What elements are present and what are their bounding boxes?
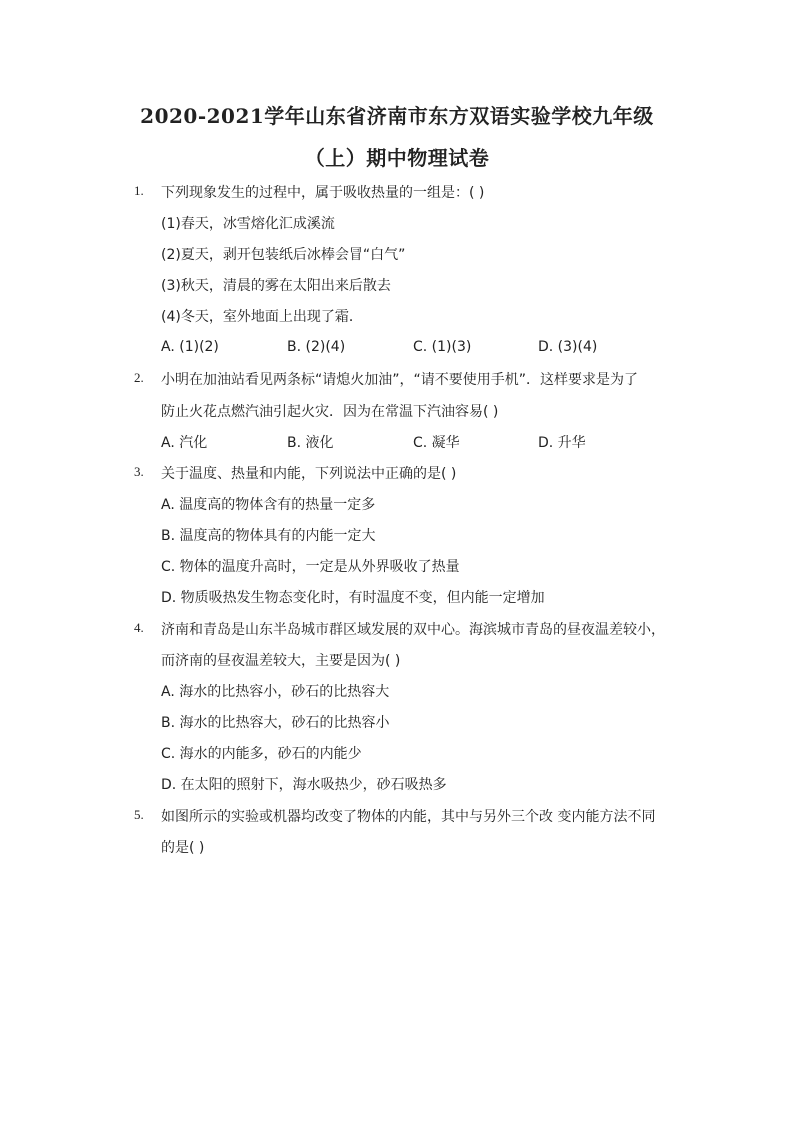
question-item: (1)春天，冰雪熔化汇成溪流 — [161, 216, 335, 232]
question-text: 下列现象发生的过程中，属于吸收热量的一组是：( ) — [161, 185, 485, 201]
option-c: C. 物体的温度升高时，一定是从外界吸收了热量 — [161, 559, 460, 575]
question-number: 1. — [134, 183, 144, 198]
question-text: 防止火花点燃汽油引起火灾．因为在常温下汽油容易( ) — [161, 404, 499, 420]
option-a: A. 海水的比热容小，砂石的比热容大 — [161, 684, 390, 700]
exam-title-line2: （上）期中物理试卷 — [304, 146, 490, 170]
question-number: 2. — [134, 370, 144, 385]
option-c: C. (1)(3) — [413, 339, 472, 355]
question-text: 小明在加油站看见两条标“请熄火加油”，“请不要使用手机”．这样要求是为了 — [161, 372, 639, 388]
question-text: 的是( ) — [161, 840, 205, 856]
option-d: D. 升华 — [538, 435, 586, 451]
question-text: 济南和青岛是山东半岛城市群区域发展的双中心。海滨城市青岛的昼夜温差较小， — [161, 622, 665, 638]
question-text: 如图所示的实验或机器均改变了物体的内能，其中与另外三个改 变内能方法不同 — [161, 809, 656, 825]
question-number: 5. — [134, 807, 144, 822]
option-c: C. 海水的内能多，砂石的内能少 — [161, 746, 362, 762]
question-item: (4)冬天，室外地面上出现了霜． — [161, 309, 363, 325]
question-item: (3)秋天，清晨的雾在太阳出来后散去 — [161, 278, 391, 294]
question-item: (2)夏天，剥开包装纸后冰棒会冒“白气” — [161, 247, 406, 263]
question-text: 关于温度、热量和内能，下列说法中正确的是( ) — [161, 466, 457, 482]
exam-title-line1: 2020-2021学年山东省济南市东方双语实验学校九年级 — [140, 104, 654, 128]
question-text: 而济南的昼夜温差较大，主要是因为( ) — [161, 653, 401, 669]
option-c: C. 凝华 — [413, 435, 460, 451]
option-b: B. 温度高的物体具有的内能一定大 — [161, 528, 376, 544]
option-a: A. 汽化 — [161, 435, 208, 451]
question-number: 3. — [134, 464, 144, 479]
option-d: D. 物质吸热发生物态变化时，有时温度不变，但内能一定增加 — [161, 590, 545, 606]
option-b: B. 海水的比热容大，砂石的比热容小 — [161, 715, 390, 731]
option-d: D. 在太阳的照射下，海水吸热少，砂石吸热多 — [161, 777, 447, 793]
option-a: A. 温度高的物体含有的热量一定多 — [161, 497, 376, 513]
option-b: B. 液化 — [287, 435, 334, 451]
option-b: B. (2)(4) — [287, 339, 346, 355]
question-number: 4. — [134, 620, 144, 635]
option-a: A. (1)(2) — [161, 339, 219, 355]
option-d: D. (3)(4) — [538, 339, 598, 355]
